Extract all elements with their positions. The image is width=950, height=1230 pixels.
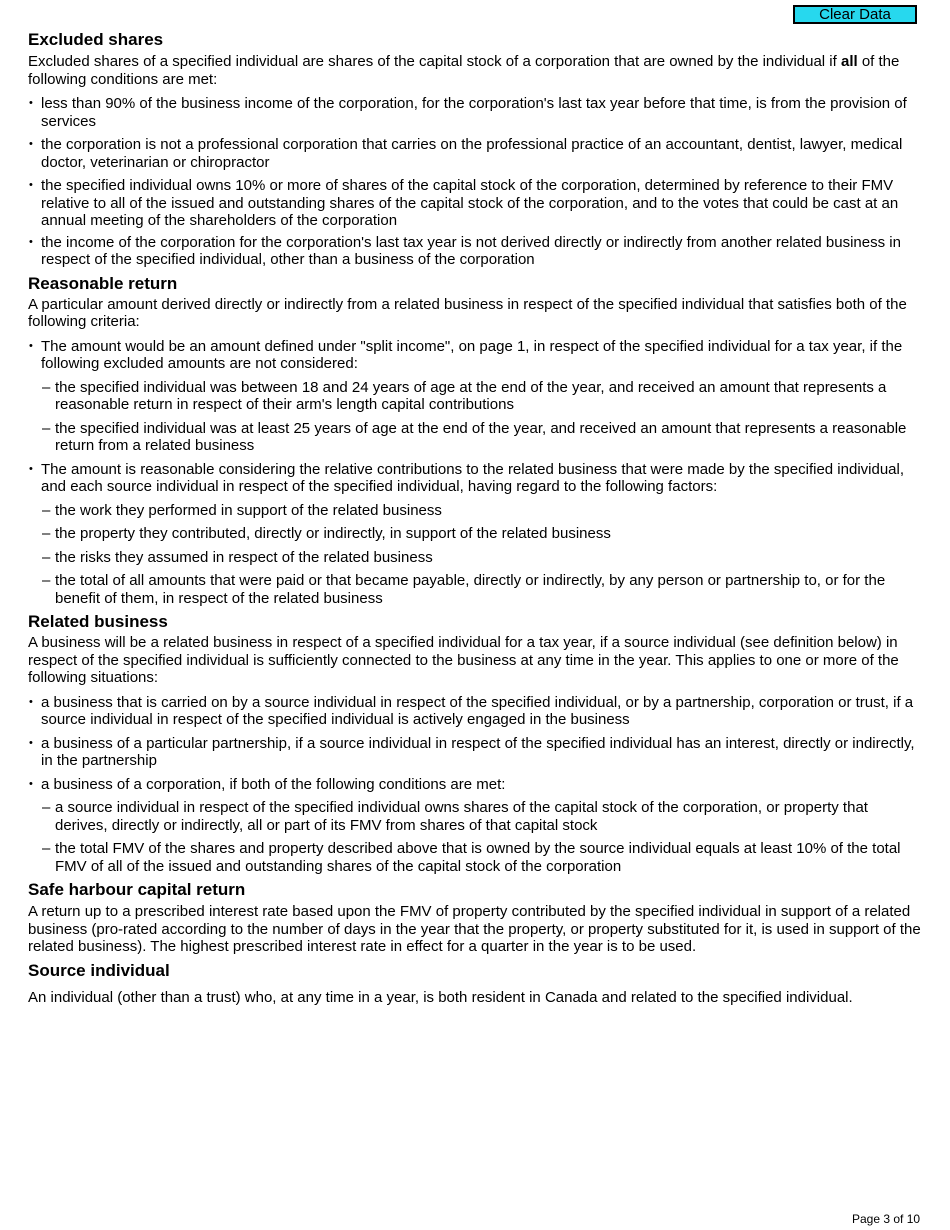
sub-list-item: – the total of all amounts that were paid or that became payable, directly or indirectly, by any person or partnership to, or for the benefit of them, in respect of the related business: [28, 572, 924, 607]
intro-bold-text: all: [840, 53, 858, 70]
list-item: • less than 90% of the business income of the corporation, for the corporation's last tax year before that time, is from the provision of services: [28, 95, 924, 130]
intro-text: Excluded shares of a specified individual are shares of the capital stock of a corporation that are owned by the individual if: [28, 53, 841, 70]
page-content: [28, 30, 924, 1006]
reasonable-return-section: [28, 274, 924, 608]
reasonable-return-intro: A particular amount derived directly or indirectly from a related business in respect of the specified individual that satisfies both of the following criteria:: [28, 295, 907, 330]
sub-list-item: – the specified individual was between 18 and 24 years of age at the end of the year, and received an amount that represents a reasonable return in respect of their arm's length capital contributions: [28, 379, 924, 414]
excluded-shares-intro: [28, 53, 924, 88]
excluded-shares-section: [28, 30, 924, 269]
safe-harbour-section: [28, 880, 924, 956]
related-business-heading: Related business: [28, 612, 168, 631]
list-item: • a business of a particular partnership, if a source individual in respect of the specified individual has an interest, directly or indirectly, in the partnership: [28, 735, 924, 770]
sub-list-item: – the risks they assumed in respect of the related business: [28, 549, 924, 567]
source-individual-section: [28, 961, 924, 1007]
sub-list-item: – the work they performed in support of the related business: [28, 502, 924, 520]
sub-list-item: – the specified individual was at least 25 years of age at the end of the year, and received an amount that represents a reasonable return from a related business: [28, 420, 924, 455]
sub-list-item: – a source individual in respect of the specified individual owns shares of the capital stock of the corporation, or property that derives, directly or indirectly, all or part of its FMV from shares of that capital stock: [28, 799, 924, 834]
safe-harbour-heading: Safe harbour capital return: [28, 880, 246, 899]
source-individual-heading: Source individual: [28, 960, 170, 980]
source-individual-text: An individual (other than a trust) who, at any time in a year, is both resident in Canada and related to the specified individual.: [28, 988, 853, 1006]
related-business-section: [28, 612, 924, 875]
page-number: Page 3 of 10: [852, 1212, 921, 1226]
clear-data-button[interactable]: Clear Data: [793, 5, 917, 24]
list-item: • The amount would be an amount defined under "split income", on page 1, in respect of the specified individual for a tax year, if the following excluded amounts are not considered:: [28, 338, 924, 373]
reasonable-return-heading: Reasonable return: [28, 273, 178, 293]
safe-harbour-text: A return up to a prescribed interest rate based upon the FMV of property contributed by the specified individual in support of a related business (pro-rated according to the number of days in the year that the property, or property substituted for it, is used in support of the related business). The highest prescribed interest rate in effect for a quarter in the year is to be used.: [28, 903, 921, 955]
intro-text-end: of the following conditions are met:: [28, 53, 900, 88]
list-item: • the corporation is not a professional corporation that carries on the professional practice of an accountant, dentist, lawyer, medical doctor, veterinarian or chiropractor: [28, 136, 924, 171]
list-item: • the income of the corporation for the corporation's last tax year is not derived directly or indirectly from another related business in respect of the specified individual, other than a business of the corporation: [28, 234, 924, 269]
list-item: • a business that is carried on by a source individual in respect of the specified individual, or by a partnership, corporation or trust, if a source individual in respect of the specified individual is actively engaged in the business: [28, 694, 924, 729]
related-business-intro: A business will be a related business in respect of a specified individual for a tax year, if a source individual (see definition below) in respect of the specified individual is sufficiently connected to the business at any time in the year. This applies to one or more of the following situations:: [28, 634, 899, 686]
list-item: • The amount is reasonable considering the relative contributions to the related business that were made by the specified individual, and each source individual in respect of the specified individual, having regard to the following factors:: [28, 461, 924, 496]
sub-list-item: – the property they contributed, directly or indirectly, in support of the related business: [28, 525, 924, 543]
list-item: • a business of a corporation, if both of the following conditions are met:: [28, 776, 924, 794]
list-item: • the specified individual owns 10% or more of shares of the capital stock of the corporation, determined by reference to their FMV relative to all of the issued and outstanding shares of the capital stock of the corporation, and to the votes that could be cast at an annual meeting of the shareholders of the corporation: [28, 177, 924, 230]
excluded-shares-heading: Excluded shares: [28, 30, 164, 49]
sub-list-item: – the total FMV of the shares and property described above that is owned by the source individual equals at least 10% of the total FMV of all of the issued and outstanding shares of the capital stock of the corporation: [28, 840, 924, 875]
